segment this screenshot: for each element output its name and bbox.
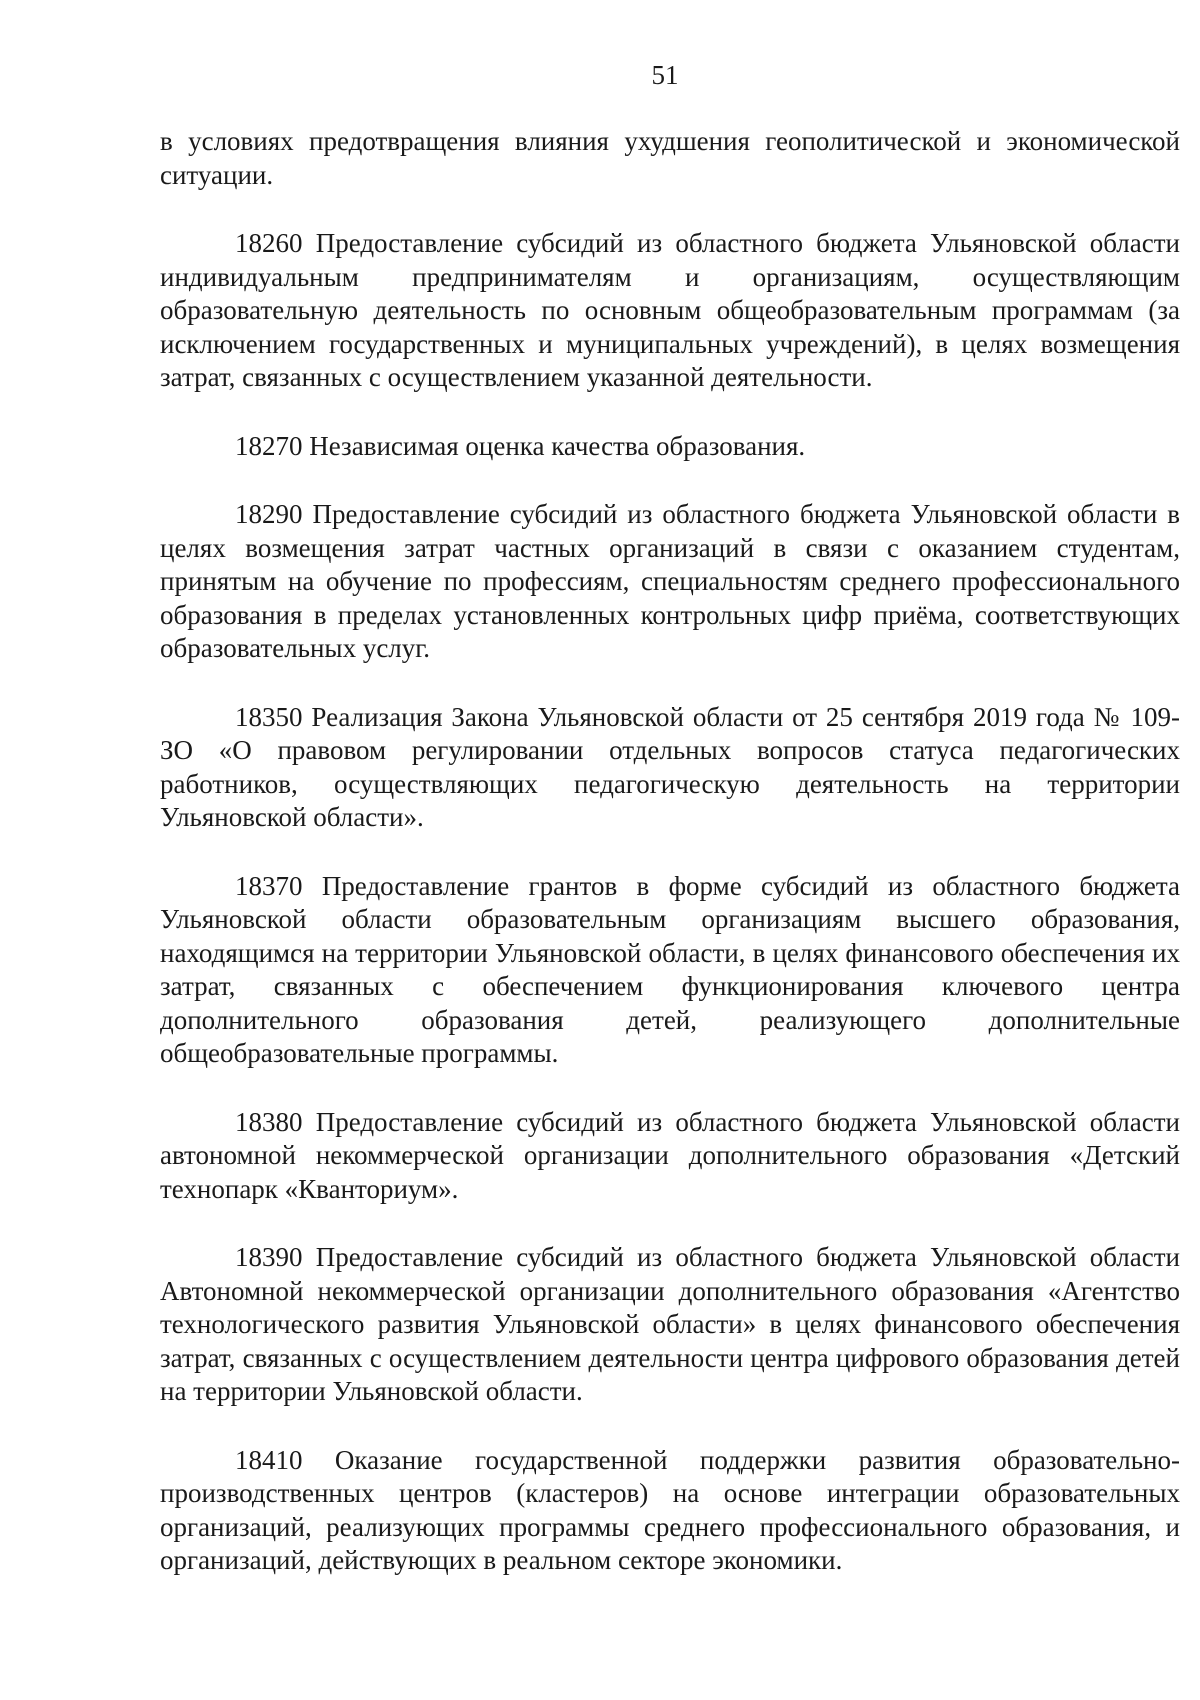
paragraph-18370: 18370 Предоставление грантов в форме субсидий из областного бюджета Ульяновской области образовательным организациям высшего образования, находящимся на территории Ульяновской области, в целях финансового обеспечения их затрат, связанных с обеспечением функционирования ключевого центра дополнительного образования детей, реализующего дополнительные общеобразовательные программы. — [160, 870, 1180, 1068]
paragraph-18270: 18270 Независимая оценка качества образования. — [235, 430, 806, 461]
paragraph-18410: 18410 Оказание государственной поддержки развития образовательно-производственных центров (кластеров) на основе интеграции образовательных организаций, реализующих программы среднего профессионального образования, и организаций, действующих в реальном секторе экономики. — [160, 1444, 1180, 1575]
paragraph-continuation: в условиях предотвращения влияния ухудшения геополитической и экономической ситуации. — [160, 126, 1180, 190]
document-body — [160, 125, 1180, 1578]
paragraph-18260: 18260 Предоставление субсидий из областного бюджета Ульяновской области индивидуальным предпринимателям и организациям, осуществляющим образовательную деятельность по основным общеобразовательным программам (за исключением государственных и муниципальных учреждений), в целях возмещения затрат, связанных с осуществлением указанной деятельности. — [160, 228, 1180, 392]
page-number: 51 — [651, 60, 679, 90]
paragraph-18350: 18350 Реализация Закона Ульяновской области от 25 сентября 2019 года № 109-ЗО «О правовом регулировании отдельных вопросов статуса педагогических работников, осуществляющих педагогическую деятельность на территории Ульяновской области». — [160, 701, 1180, 832]
paragraph-18380: 18380 Предоставление субсидий из областного бюджета Ульяновской области автономной некоммерческой организации дополнительного образования «Детский технопарк «Кванториум». — [160, 1106, 1180, 1204]
paragraph-18290: 18290 Предоставление субсидий из областного бюджета Ульяновской области в целях возмещения затрат частных организаций в связи с оказанием студентам, принятым на обучение по профессиям, специальностям среднего профессионального образования в пределах установленных контрольных цифр приёма, соответствующих образовательных услуг. — [160, 499, 1180, 663]
paragraph-18390: 18390 Предоставление субсидий из областного бюджета Ульяновской области Автономной некоммерческой организации дополнительного образования «Агентство технологического развития Ульяновской области» в целях финансового обеспечения затрат, связанных с осуществлением деятельности центра цифрового образования детей на территории Ульяновской области. — [160, 1242, 1180, 1406]
